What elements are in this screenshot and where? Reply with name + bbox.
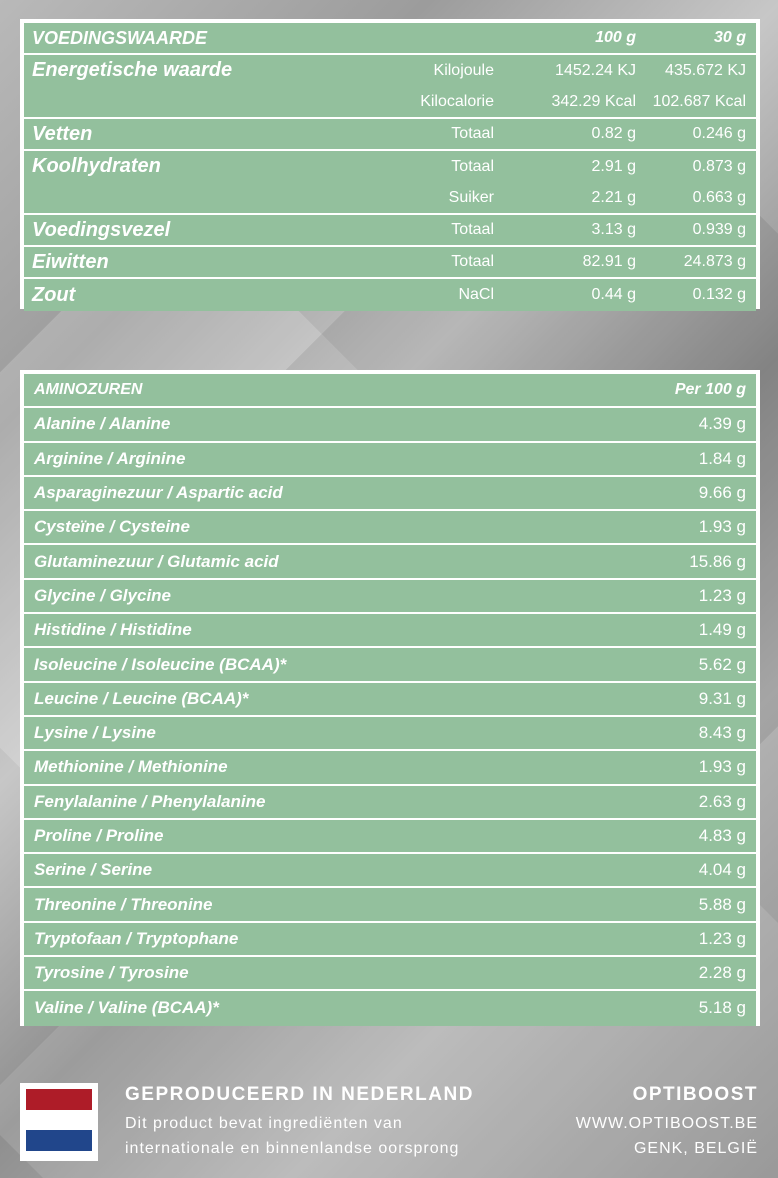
flag-stripe-white xyxy=(26,1110,92,1131)
amino-value: 9.31 g xyxy=(698,688,746,708)
amino-label: Valine / Valine (BCAA)* xyxy=(34,998,219,1018)
nutrition-value-30g: 0.246 g xyxy=(692,125,746,142)
amino-row xyxy=(24,683,756,717)
nutrition-value-30g: 24.873 g xyxy=(683,253,746,270)
nutrition-value-100g: 2.91 g xyxy=(591,157,636,175)
nutrition-value-30g: 0.873 g xyxy=(692,157,746,175)
location-text: GENK, BELGIË xyxy=(633,1140,758,1157)
nutrition-row-carbs xyxy=(24,151,756,183)
amino-row xyxy=(24,751,756,785)
nutrition-value-100g: 2.21 g xyxy=(591,189,636,206)
footer xyxy=(0,1080,778,1170)
amino-label: Fenylalanine / Phenylalanine xyxy=(34,791,266,811)
amino-value: 8.43 g xyxy=(698,723,746,743)
nutrition-row-sugar xyxy=(24,183,756,215)
amino-value: 1.49 g xyxy=(698,620,746,640)
amino-value: 2.28 g xyxy=(698,963,746,983)
amino-row xyxy=(24,580,756,614)
nutrition-value-30g: 435.672 KJ xyxy=(665,61,746,79)
flag-stripe-blue xyxy=(26,1130,92,1151)
amino-label: Lysine / Lysine xyxy=(34,723,156,743)
nutrition-row-protein xyxy=(24,247,756,279)
amino-label: Glutaminezuur / Glutamic acid xyxy=(34,551,279,571)
nutrition-label: Zout xyxy=(32,283,76,306)
amino-header-value: Per 100 g xyxy=(674,381,746,399)
amino-value: 1.23 g xyxy=(698,585,746,605)
nutrition-row-energy-kj xyxy=(24,55,756,87)
amino-header-label: AMINOZUREN xyxy=(34,381,143,399)
produced-title: GEPRODUCEERD IN NEDERLAND xyxy=(125,1084,474,1105)
brand-name: OPTIBOOST xyxy=(632,1084,758,1105)
nutrition-value-100g: 342.29 Kcal xyxy=(551,93,636,110)
amino-value: 5.18 g xyxy=(698,998,746,1018)
amino-label: Methionine / Methionine xyxy=(34,757,228,777)
produced-description-line1: Dit product bevat ingrediënten van xyxy=(125,1115,403,1132)
amino-value: 5.88 g xyxy=(698,894,746,914)
amino-row xyxy=(24,511,756,545)
amino-value: 1.84 g xyxy=(698,448,746,468)
amino-label: Histidine / Histidine xyxy=(34,620,192,640)
nutrition-sublabel: Totaal xyxy=(451,125,494,142)
nutrition-table xyxy=(20,19,760,309)
website-link[interactable]: WWW.OPTIBOOST.BE xyxy=(575,1115,758,1132)
amino-row xyxy=(24,545,756,579)
nutrition-label: Eiwitten xyxy=(32,250,109,273)
amino-label: Tryptofaan / Tryptophane xyxy=(34,928,239,948)
amino-row xyxy=(24,957,756,991)
amino-value: 15.86 g xyxy=(689,551,746,571)
nutrition-header-label: VOEDINGSWAARDE xyxy=(32,27,208,48)
nutrition-row-energy-kcal xyxy=(24,87,756,119)
nutrition-row-fat xyxy=(24,119,756,151)
nutrition-value-100g: 1452.24 KJ xyxy=(555,61,636,79)
nutrition-label: Vetten xyxy=(32,122,93,145)
nutrition-label: Koolhydraten xyxy=(32,155,161,177)
amino-row xyxy=(24,888,756,922)
nutrition-sublabel: Totaal xyxy=(451,253,494,270)
amino-row xyxy=(24,820,756,854)
nutrition-row-fiber xyxy=(24,215,756,247)
nutrition-label: Energetische waarde xyxy=(32,59,233,81)
amino-label: Proline / Proline xyxy=(34,826,164,845)
nutrition-value-30g: 0.132 g xyxy=(692,286,746,303)
amino-row xyxy=(24,923,756,957)
amino-value: 1.23 g xyxy=(698,928,746,948)
amino-label: Asparaginezuur / Aspartic acid xyxy=(34,483,283,503)
amino-acid-table xyxy=(20,370,760,1026)
amino-label: Isoleucine / Isoleucine (BCAA)* xyxy=(34,654,287,674)
amino-value: 4.83 g xyxy=(698,826,746,845)
amino-label: Tyrosine / Tyrosine xyxy=(34,963,189,983)
amino-row xyxy=(24,991,756,1025)
nutrition-value-100g: 3.13 g xyxy=(591,221,636,238)
amino-value: 9.66 g xyxy=(698,483,746,503)
netherlands-flag-icon xyxy=(20,1083,98,1161)
nutrition-sublabel: Kilojoule xyxy=(433,61,494,79)
amino-label: Leucine / Leucine (BCAA)* xyxy=(34,688,249,708)
amino-header-row xyxy=(24,374,756,408)
nutrition-sublabel: Totaal xyxy=(451,221,494,238)
nutrition-value-30g: 0.663 g xyxy=(692,189,746,206)
nutrition-sublabel: Kilocalorie xyxy=(420,93,494,110)
amino-label: Alanine / Alanine xyxy=(34,414,171,434)
produced-description-line2: internationale en binnenlandse oorsprong xyxy=(125,1140,460,1157)
nutrition-row-salt xyxy=(24,279,756,311)
nutrition-header-col1: 100 g xyxy=(595,29,636,46)
amino-value: 1.93 g xyxy=(698,757,746,777)
amino-label: Glycine / Glycine xyxy=(34,585,172,605)
amino-value: 5.62 g xyxy=(698,654,746,674)
nutrition-label: Voedingsvezel xyxy=(32,218,171,241)
nutrition-header-row xyxy=(24,23,756,55)
amino-value: 4.04 g xyxy=(698,860,746,880)
nutrition-sublabel: NaCl xyxy=(458,286,494,303)
amino-row xyxy=(24,477,756,511)
amino-row xyxy=(24,648,756,682)
amino-row xyxy=(24,443,756,477)
amino-value: 1.93 g xyxy=(698,517,746,537)
amino-row xyxy=(24,786,756,820)
amino-label: Arginine / Arginine xyxy=(34,448,186,468)
amino-value: 4.39 g xyxy=(698,414,746,434)
amino-label: Threonine / Threonine xyxy=(34,894,213,914)
nutrition-value-100g: 0.82 g xyxy=(591,125,636,142)
nutrition-header-col2: 30 g xyxy=(713,29,746,46)
amino-value: 2.63 g xyxy=(698,791,746,811)
flag-stripe-red xyxy=(26,1089,92,1110)
nutrition-sublabel: Totaal xyxy=(451,157,494,175)
amino-label: Cysteïne / Cysteine xyxy=(34,517,190,537)
nutrition-value-30g: 102.687 Kcal xyxy=(652,93,746,110)
amino-row xyxy=(24,717,756,751)
amino-row xyxy=(24,614,756,648)
nutrition-value-30g: 0.939 g xyxy=(692,221,746,238)
nutrition-sublabel: Suiker xyxy=(448,189,494,206)
amino-row xyxy=(24,854,756,888)
nutrition-value-100g: 0.44 g xyxy=(591,286,636,303)
nutrition-value-100g: 82.91 g xyxy=(582,253,636,270)
amino-row xyxy=(24,408,756,442)
amino-label: Serine / Serine xyxy=(34,860,153,880)
